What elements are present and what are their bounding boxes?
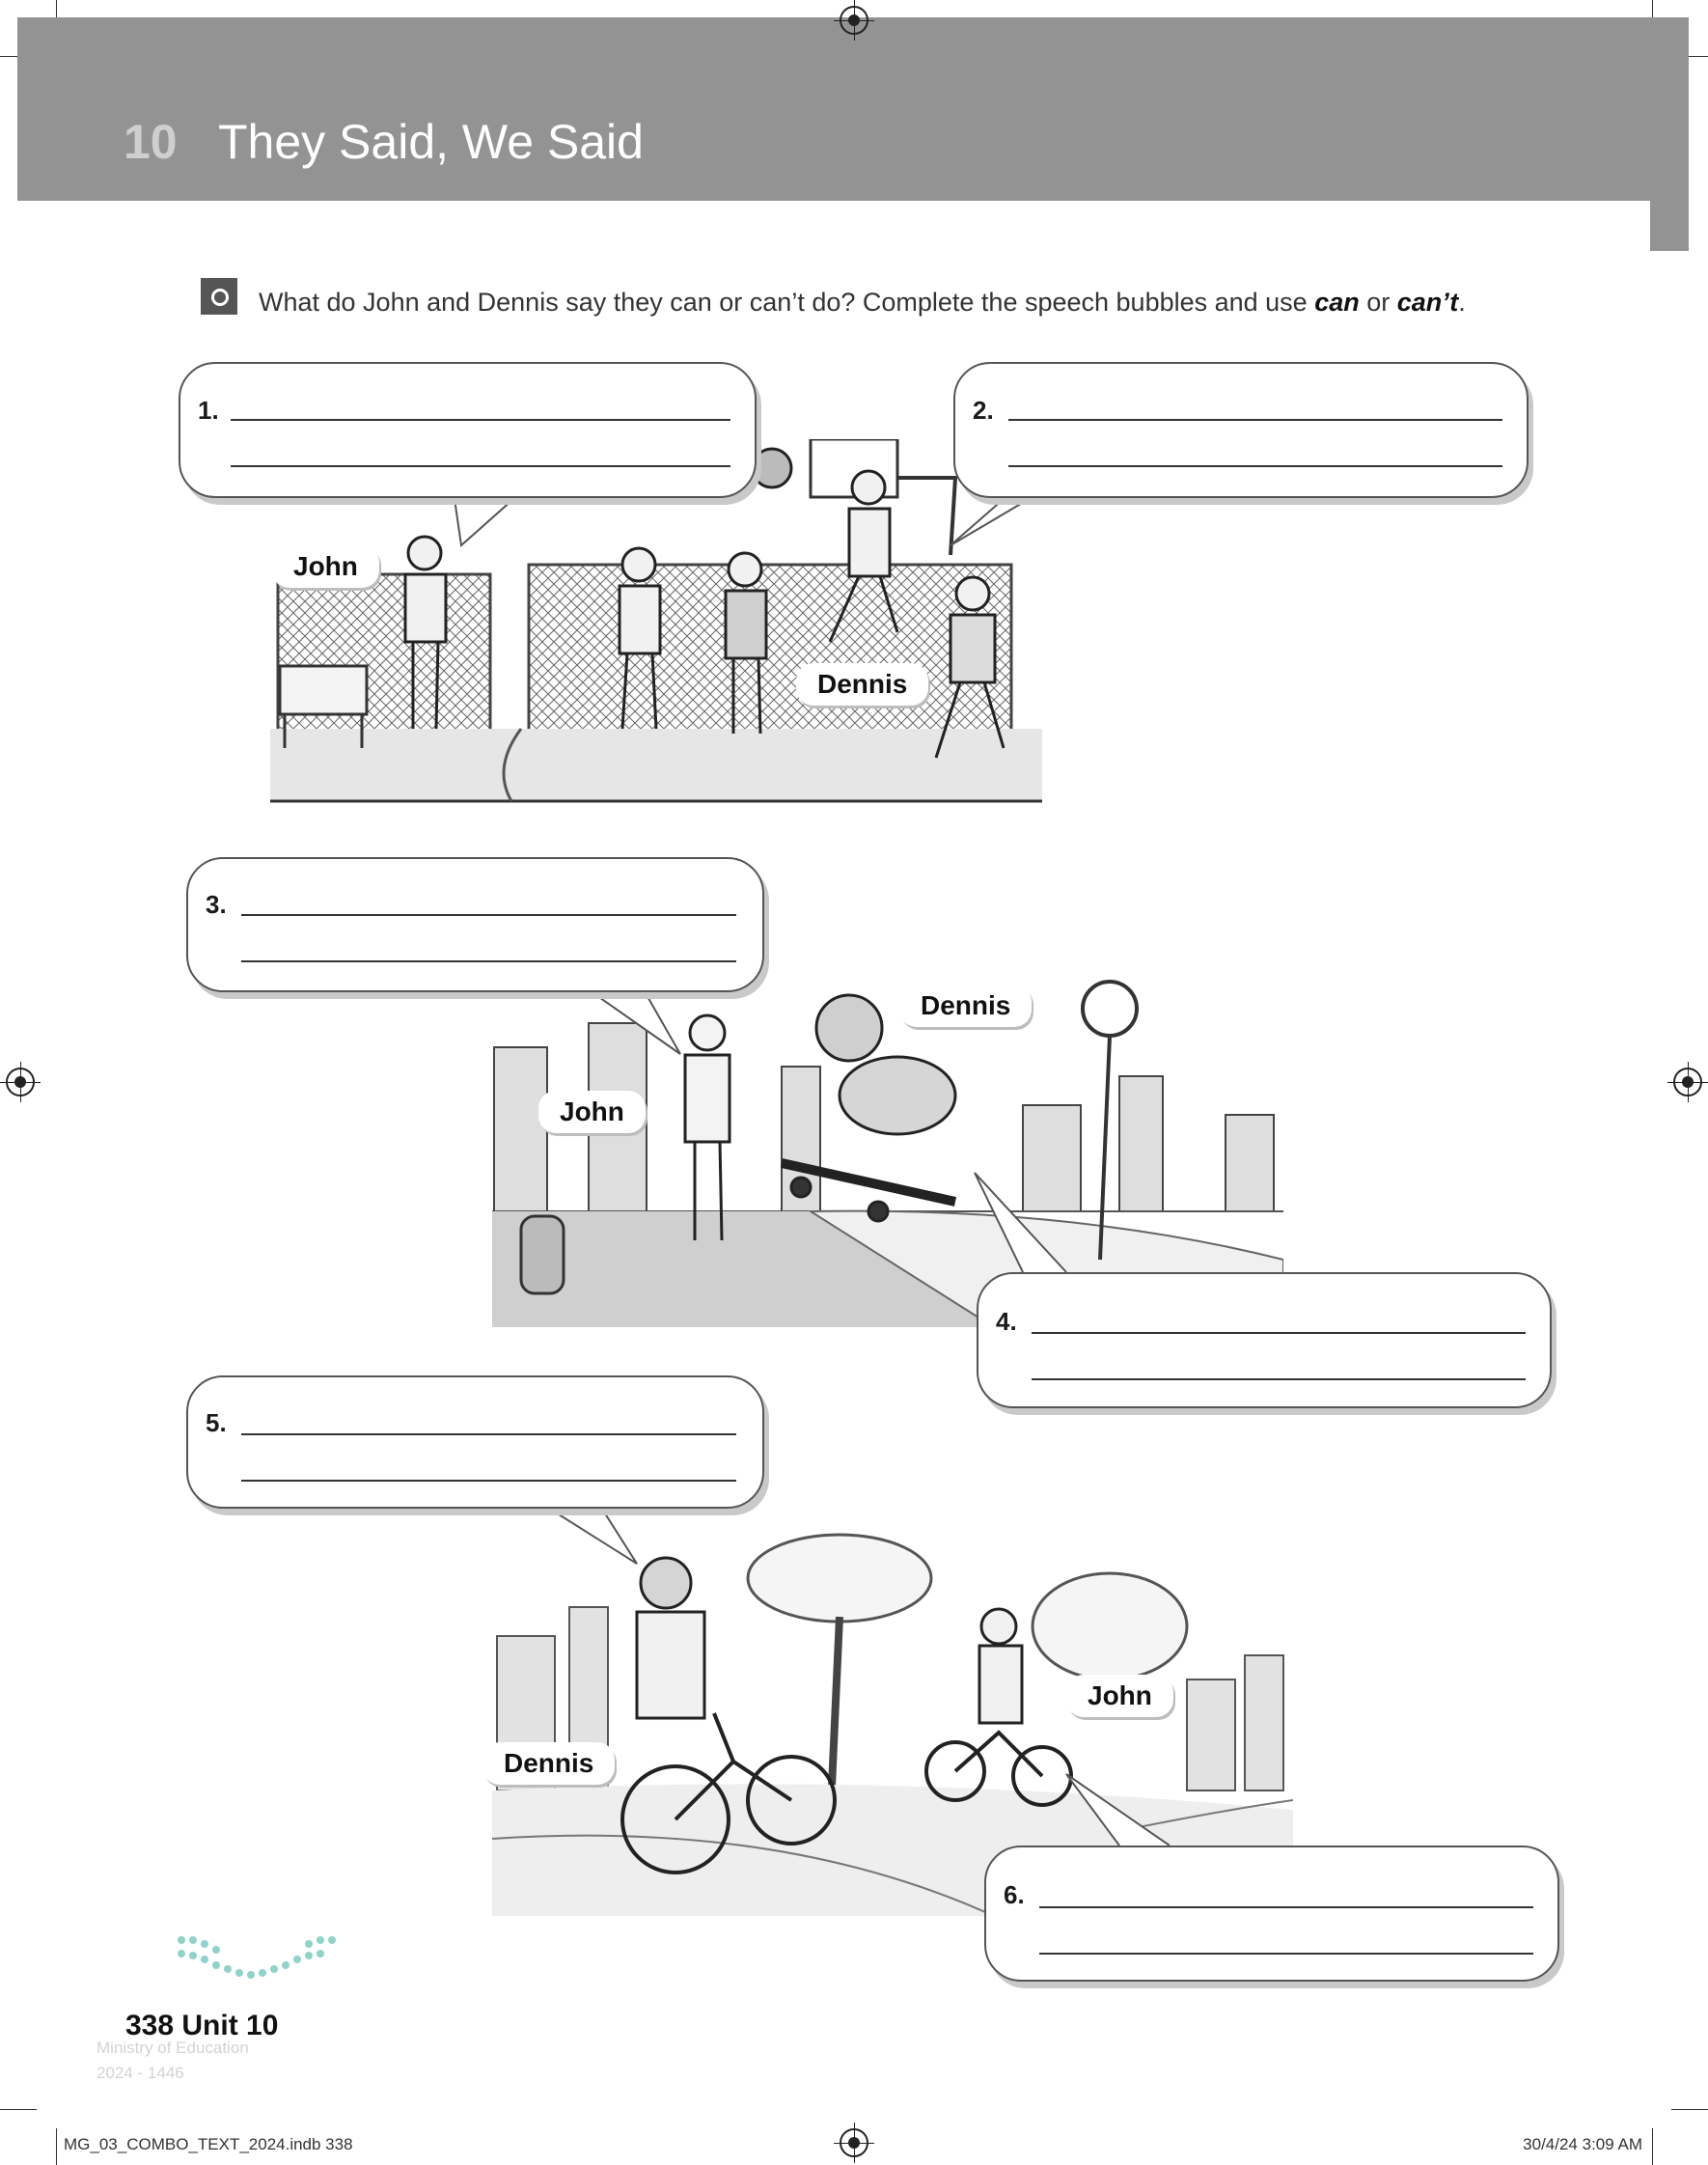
answer-line[interactable] <box>241 1433 736 1435</box>
name-label-dennis: Dennis <box>796 663 928 706</box>
name-label-john: John <box>272 545 379 588</box>
keyword-cant: can’t <box>1396 288 1459 317</box>
name-label-john: John <box>1066 1675 1173 1717</box>
bubble-number: 2. <box>973 396 994 425</box>
ministry-logo-icon <box>174 1930 347 1988</box>
answer-line[interactable] <box>1008 465 1502 467</box>
answer-line[interactable] <box>241 960 736 962</box>
answer-line[interactable] <box>241 1480 736 1482</box>
speech-bubble-2 <box>953 362 1529 498</box>
bubble-number: 1. <box>198 396 219 425</box>
bubble-number: 4. <box>996 1307 1017 1336</box>
keyword-can: can <box>1314 288 1360 317</box>
exercise-instruction: What do John and Dennis say they can or can’t do? Complete the speech bubbles and use can or can’t. <box>259 288 1466 317</box>
answer-line[interactable] <box>1039 1953 1533 1955</box>
answer-line[interactable] <box>1008 419 1502 421</box>
answer-line[interactable] <box>1032 1378 1526 1380</box>
speech-bubble-3 <box>186 857 764 992</box>
date-slug: 30/4/24 3:09 AM <box>1523 2135 1642 2153</box>
ministry-year: 2024 - 1446 <box>96 2064 184 2082</box>
page-number-label: 338 Unit 10 <box>125 2010 279 2041</box>
answer-line[interactable] <box>231 419 730 421</box>
speech-bubble-5 <box>186 1375 764 1509</box>
bubble-number: 6. <box>1004 1880 1025 1909</box>
answer-line[interactable] <box>1032 1332 1526 1334</box>
speech-bubble-1 <box>179 362 757 498</box>
bubble-number: 3. <box>206 890 227 919</box>
name-label-dennis: Dennis <box>899 985 1032 1027</box>
answer-line[interactable] <box>241 914 736 916</box>
name-label-john: John <box>538 1091 646 1133</box>
answer-line[interactable] <box>231 465 730 467</box>
unit-title: They Said, We Said <box>218 115 644 169</box>
speech-bubble-6 <box>984 1846 1559 1982</box>
ministry-name: Ministry of Education <box>96 2039 249 2057</box>
name-label-dennis: Dennis <box>482 1742 615 1785</box>
answer-line[interactable] <box>1039 1906 1533 1908</box>
bubble-number: 5. <box>206 1408 227 1437</box>
speech-bubble-4 <box>977 1272 1552 1408</box>
unit-number: 10 <box>124 115 178 169</box>
file-slug: MG_03_COMBO_TEXT_2024.indb 338 <box>64 2135 353 2153</box>
